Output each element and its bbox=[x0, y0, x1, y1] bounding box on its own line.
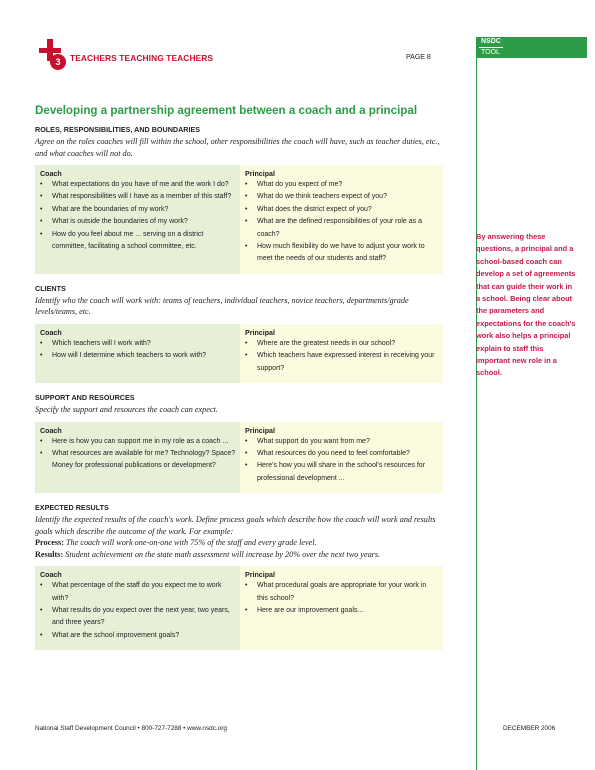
coach-list bbox=[40, 338, 236, 363]
question-box bbox=[35, 566, 443, 650]
section-intro: Identify who the coach will work with: teams of teachers, individual teachers, novice teachers, departments/grade levels/teams, etc. bbox=[35, 295, 409, 317]
coach-column bbox=[35, 422, 240, 494]
page-title: Developing a partnership agreement between a coach and a principal bbox=[35, 104, 418, 117]
list-item: • What does the district expect of you? bbox=[245, 204, 439, 216]
section-intro: Agree on the roles coaches will fill within the school, other responsibilities the coach will have, such as teacher duties, etc., and what coaches will not do. bbox=[35, 137, 440, 158]
principal-list bbox=[245, 580, 439, 617]
svg-text:3: 3 bbox=[55, 57, 61, 67]
principal-heading: Principal bbox=[245, 426, 275, 435]
list-item: • Which teachers have expressed interest in receiving your support? bbox=[245, 350, 439, 375]
section-results bbox=[35, 503, 445, 650]
footer-date: DECEMBER 2006 bbox=[503, 725, 556, 732]
example-text-results: Student achievement on the state math assessment will increase by 20% over the next two years. bbox=[65, 549, 381, 559]
principal-heading: Principal bbox=[245, 170, 275, 178]
intro-text: Identify the expected results of the coach's work. Define process goals which describe how the coach will work and results goals which describe the outcome of the work. For example: bbox=[35, 515, 436, 536]
coach-heading: Coach bbox=[40, 426, 62, 435]
section-roles bbox=[35, 125, 445, 274]
section-intro bbox=[35, 514, 445, 560]
coach-heading: Coach bbox=[40, 170, 62, 178]
example-text-process: The coach will work one-on-one with 75% of the staff and every grade level. bbox=[66, 538, 317, 548]
coach-list bbox=[40, 179, 236, 253]
example-label-process: Process: bbox=[35, 538, 64, 548]
list-item: • What expectations do you have of me and the work I do? bbox=[40, 179, 236, 191]
principal-list bbox=[245, 436, 439, 486]
list-item: • What do you expect of me? bbox=[245, 179, 439, 191]
coach-heading: Coach bbox=[40, 328, 62, 337]
section-heading: SUPPORT AND RESOURCES bbox=[35, 393, 135, 403]
question-box bbox=[35, 324, 443, 383]
section-heading: CLIENTS bbox=[35, 283, 66, 293]
question-box bbox=[35, 165, 443, 274]
list-item: • What is outside the boundaries of my work? bbox=[40, 216, 236, 228]
nsdc-tool-badge bbox=[476, 37, 587, 58]
list-item: • What resources are available for me? Technology? Space? Money for professional publications or development? bbox=[40, 448, 236, 473]
list-item: • What are the defined responsibilities of your role as a coach? bbox=[245, 216, 439, 241]
principal-heading: Principal bbox=[245, 571, 275, 580]
list-item: • Which teachers will I work with? bbox=[40, 338, 236, 350]
coach-heading: Coach bbox=[40, 571, 62, 580]
list-item: • What are the boundaries of my work? bbox=[40, 204, 236, 216]
list-item: • Here are our improvement goals... bbox=[245, 605, 439, 617]
section-heading: ROLES, RESPONSIBILITIES, AND BOUNDARIES bbox=[35, 125, 201, 134]
section-support bbox=[35, 393, 445, 493]
principal-column bbox=[240, 324, 443, 383]
example-label-results: Results: bbox=[35, 549, 64, 559]
list-item: • What do we think teachers expect of you? bbox=[245, 191, 439, 203]
list-item: • What responsibilities will I have as a member of this staff? bbox=[40, 191, 236, 203]
principal-column bbox=[240, 165, 443, 274]
badge-divider bbox=[479, 47, 503, 48]
section-heading: EXPECTED RESULTS bbox=[35, 503, 109, 513]
list-item: • What percentage of the staff do you expect me to work with? bbox=[40, 580, 236, 605]
coach-column bbox=[35, 165, 240, 274]
main-content bbox=[35, 104, 445, 660]
sidebar-rule bbox=[476, 58, 477, 770]
list-item: • Here is how you can support me in my role as a coach ... bbox=[40, 436, 236, 448]
page-number: PAGE 8 bbox=[406, 54, 431, 61]
section-clients bbox=[35, 284, 445, 383]
list-item: • How much flexibility do we have to adjust your work to meet the needs of our students and staff? bbox=[245, 241, 439, 266]
list-item: • Where are the greatest needs in our school? bbox=[245, 338, 439, 350]
coach-column bbox=[35, 324, 240, 383]
section-intro: Specify the support and resources the coach can expect. bbox=[35, 405, 218, 415]
list-item: • What resources do you need to feel comfortable? bbox=[245, 448, 439, 460]
nsdc-label: NSDC bbox=[481, 38, 501, 45]
teachers-teaching-teachers-logo-icon bbox=[33, 36, 69, 72]
list-item: • How will I determine which teachers to work with? bbox=[40, 350, 236, 362]
tool-label: TOOL bbox=[481, 49, 500, 56]
coach-column bbox=[35, 566, 240, 650]
list-item: • How do you feel about me ... serving on a district committee, facilitating a school committee, etc. bbox=[40, 229, 236, 254]
footer-contact: National Staff Development Council • 800-727-7288 • www.nsdc.org bbox=[35, 725, 227, 732]
list-item: • What support do you want from me? bbox=[245, 436, 439, 448]
coach-list bbox=[40, 580, 236, 642]
list-item: • What procedural goals are appropriate for your work in this school? bbox=[245, 580, 439, 605]
principal-heading: Principal bbox=[245, 328, 275, 337]
principal-list bbox=[245, 179, 439, 266]
principal-column bbox=[240, 422, 443, 494]
list-item: • What are the school improvement goals? bbox=[40, 630, 236, 642]
list-item: • What results do you expect over the next year, two years, and three years? bbox=[40, 605, 236, 630]
coach-list bbox=[40, 436, 236, 473]
brand-name: TEACHERS TEACHING TEACHERS bbox=[70, 53, 214, 63]
principal-list bbox=[245, 338, 439, 375]
principal-column bbox=[240, 566, 443, 650]
list-item: • Here's how you will share in the school's resources for professional development ... bbox=[245, 460, 439, 485]
question-box bbox=[35, 422, 443, 494]
sidebar-callout: By answering these questions, a principal and a school-based coach can develop a set of agreements that can guide their work in a school. Being clear about the parameters and expectations for the coach's work also helps a principal explain to staff this important new role in a school. bbox=[476, 232, 576, 378]
